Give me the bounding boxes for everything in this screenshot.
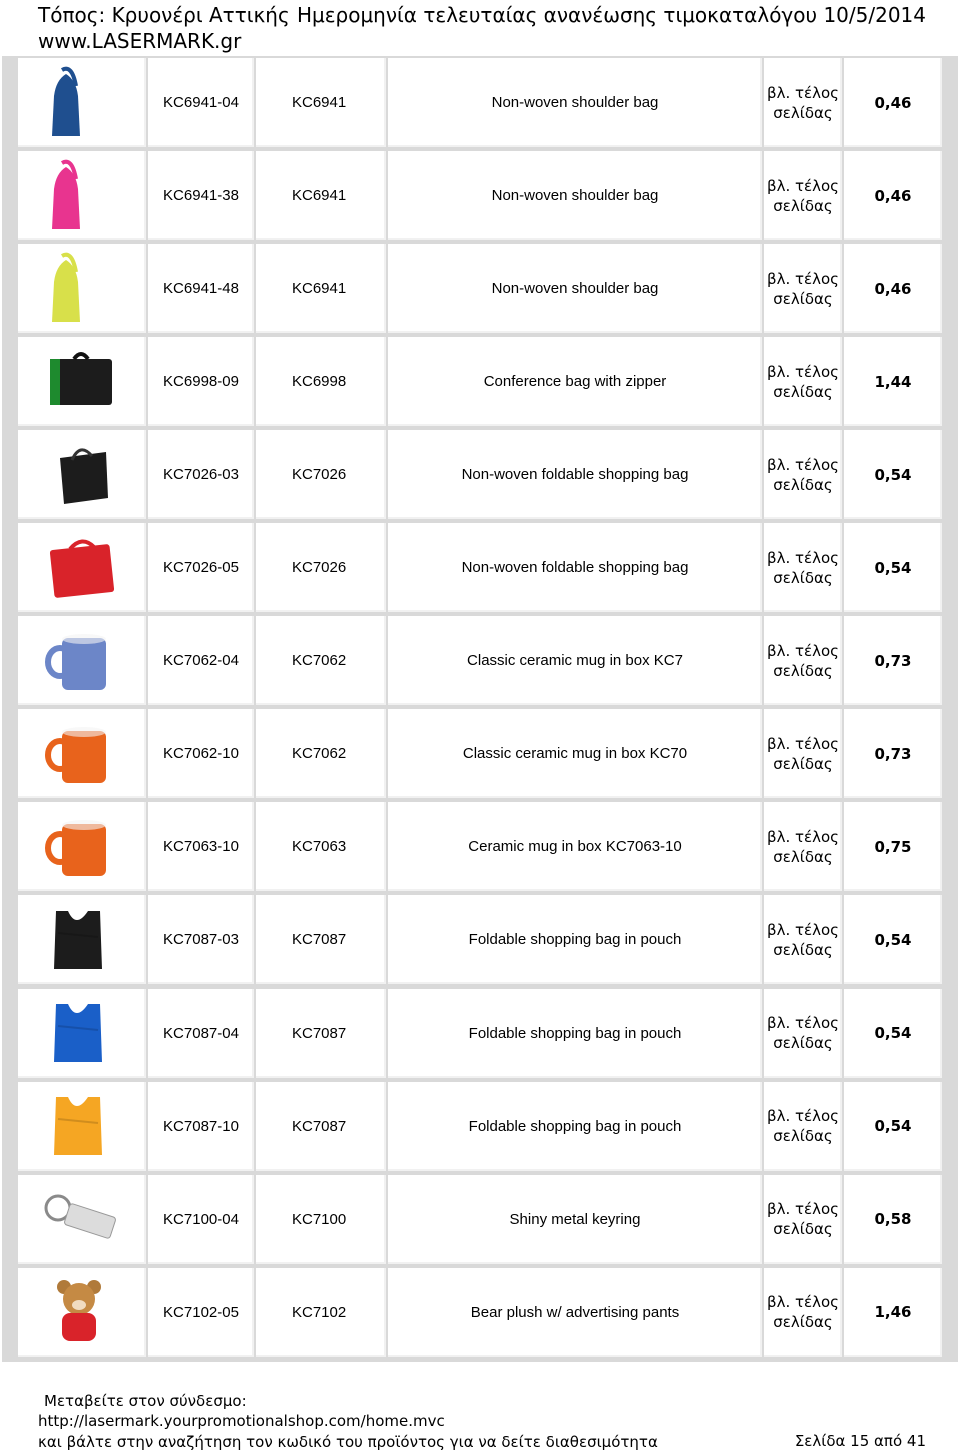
goto-text: Μεταβείτε στον σύνδεσμο: bbox=[44, 1392, 247, 1410]
table-row bbox=[2, 521, 958, 614]
product-model: KC7100 bbox=[256, 1175, 386, 1264]
price-note bbox=[764, 709, 842, 798]
price-note-line1: βλ. τέλος bbox=[767, 734, 839, 753]
price-note-line2: σελίδας bbox=[773, 289, 833, 308]
price-note bbox=[764, 337, 842, 426]
product-price: 0,54 bbox=[844, 523, 942, 612]
table-row bbox=[2, 800, 958, 893]
product-image bbox=[18, 151, 146, 240]
product-image bbox=[18, 1175, 146, 1264]
product-price: 0,54 bbox=[844, 1082, 942, 1171]
price-note bbox=[764, 430, 842, 519]
product-model: KC7087 bbox=[256, 1082, 386, 1171]
price-note-line2: σελίδας bbox=[773, 103, 833, 122]
price-note bbox=[764, 1175, 842, 1264]
price-note-line2: σελίδας bbox=[773, 196, 833, 215]
product-image bbox=[18, 1268, 146, 1357]
price-note bbox=[764, 895, 842, 984]
product-price: 0,46 bbox=[844, 151, 942, 240]
bag-yellow-icon bbox=[36, 252, 126, 326]
product-model: KC7062 bbox=[256, 709, 386, 798]
search-hint-text: και βάλτε στην αναζήτηση τον κωδικό του προϊόντος για να δείτε διαθεσιμότητα bbox=[38, 1433, 658, 1451]
price-note bbox=[764, 523, 842, 612]
price-note bbox=[764, 1268, 842, 1357]
price-note-line1: βλ. τέλος bbox=[767, 1293, 839, 1312]
product-model: KC7063 bbox=[256, 802, 386, 891]
product-description: Shiny metal keyring bbox=[388, 1175, 762, 1264]
price-note bbox=[764, 1082, 842, 1171]
table-row bbox=[2, 335, 958, 428]
product-code: KC7063-10 bbox=[148, 802, 254, 891]
product-model: KC7102 bbox=[256, 1268, 386, 1357]
product-code: KC6941-48 bbox=[148, 244, 254, 333]
price-note bbox=[764, 989, 842, 1078]
price-note-line2: σελίδας bbox=[773, 1220, 833, 1239]
product-description: Non-woven foldable shopping bag bbox=[388, 523, 762, 612]
product-model: KC6941 bbox=[256, 151, 386, 240]
price-note-line1: βλ. τέλος bbox=[767, 269, 839, 288]
teddy-bear-icon bbox=[36, 1275, 126, 1349]
price-note-line1: βλ. τέλος bbox=[767, 1200, 839, 1219]
price-note-line2: σελίδας bbox=[773, 661, 833, 680]
product-description: Conference bag with zipper bbox=[388, 337, 762, 426]
foldable-bag-orange-icon bbox=[36, 1089, 126, 1163]
price-note-line2: σελίδας bbox=[773, 1313, 833, 1332]
page-number: Σελίδα 15 από 41 bbox=[794, 1432, 926, 1450]
foldable-bag-black-icon bbox=[36, 903, 126, 977]
price-note-line2: σελίδας bbox=[773, 382, 833, 401]
product-image bbox=[18, 709, 146, 798]
product-model: KC7087 bbox=[256, 989, 386, 1078]
product-code: KC7100-04 bbox=[148, 1175, 254, 1264]
product-code: KC7026-05 bbox=[148, 523, 254, 612]
product-description: Non-woven foldable shopping bag bbox=[388, 430, 762, 519]
product-code: KC7087-03 bbox=[148, 895, 254, 984]
product-price: 1,46 bbox=[844, 1268, 942, 1357]
product-code: KC7026-03 bbox=[148, 430, 254, 519]
product-price: 0,46 bbox=[844, 244, 942, 333]
product-model: KC6941 bbox=[256, 58, 386, 147]
table-row bbox=[2, 1173, 958, 1266]
product-description: Classic ceramic mug in box KC7 bbox=[388, 616, 762, 705]
product-description: Non-woven shoulder bag bbox=[388, 244, 762, 333]
table-row bbox=[2, 707, 958, 800]
bag-pink-icon bbox=[36, 159, 126, 233]
product-price: 0,58 bbox=[844, 1175, 942, 1264]
product-model: KC7026 bbox=[256, 523, 386, 612]
product-image bbox=[18, 58, 146, 147]
mug-orange-tall-icon bbox=[36, 810, 126, 884]
price-note bbox=[764, 244, 842, 333]
product-code: KC6998-09 bbox=[148, 337, 254, 426]
keyring-icon bbox=[36, 1182, 126, 1256]
product-price: 0,54 bbox=[844, 430, 942, 519]
price-note bbox=[764, 151, 842, 240]
product-image bbox=[18, 895, 146, 984]
product-model: KC7087 bbox=[256, 895, 386, 984]
page-footer bbox=[0, 1390, 960, 1454]
product-price: 0,46 bbox=[844, 58, 942, 147]
price-note bbox=[764, 616, 842, 705]
price-note-line1: βλ. τέλος bbox=[767, 1014, 839, 1032]
product-image bbox=[18, 430, 146, 519]
price-note-line2: σελίδας bbox=[773, 568, 833, 587]
price-note-line1: βλ. τέλος bbox=[767, 641, 839, 660]
table-row bbox=[2, 1080, 958, 1173]
foldable-bag-blue-icon bbox=[36, 996, 126, 1070]
product-image bbox=[18, 244, 146, 333]
location-text: Τόπος: Κρυονέρι Αττικής bbox=[38, 3, 290, 27]
price-note-line1: βλ. τέλος bbox=[767, 548, 839, 567]
product-price: 0,75 bbox=[844, 802, 942, 891]
product-code: KC6941-38 bbox=[148, 151, 254, 240]
table-row bbox=[2, 149, 958, 242]
product-image bbox=[18, 523, 146, 612]
table-row bbox=[2, 893, 958, 986]
product-description: Classic ceramic mug in box KC70 bbox=[388, 709, 762, 798]
update-date-text: Ημερομηνία τελευταίας ανανέωσης τιμοκαταλόγου 10/5/2014 bbox=[296, 3, 926, 27]
product-code: KC7087-10 bbox=[148, 1082, 254, 1171]
product-description: Foldable shopping bag in pouch bbox=[388, 1082, 762, 1171]
price-note-line2: σελίδας bbox=[773, 940, 833, 959]
product-code: KC6941-04 bbox=[148, 58, 254, 147]
product-description: Foldable shopping bag in pouch bbox=[388, 895, 762, 984]
product-code: KC7102-05 bbox=[148, 1268, 254, 1357]
table-row bbox=[2, 242, 958, 335]
product-price: 0,54 bbox=[844, 989, 942, 1078]
price-note bbox=[764, 58, 842, 147]
bag-blue-icon bbox=[36, 66, 126, 140]
shop-link[interactable]: http://lasermark.yourpromotionalshop.com/home.mvc bbox=[38, 1412, 445, 1430]
price-note-line2: σελίδας bbox=[773, 475, 833, 494]
product-price: 0,73 bbox=[844, 616, 942, 705]
product-description: Foldable shopping bag in pouch bbox=[388, 989, 762, 1078]
price-note-line1: βλ. τέλος bbox=[767, 455, 839, 474]
product-image bbox=[18, 802, 146, 891]
product-price: 0,73 bbox=[844, 709, 942, 798]
price-note-line1: βλ. τέλος bbox=[767, 83, 839, 102]
product-code: KC7062-10 bbox=[148, 709, 254, 798]
product-image bbox=[18, 337, 146, 426]
product-price: 1,44 bbox=[844, 337, 942, 426]
product-model: KC6941 bbox=[256, 244, 386, 333]
price-note-line1: βλ. τέλος bbox=[767, 362, 839, 381]
price-note-line1: βλ. τέλος bbox=[767, 1107, 839, 1126]
product-description: Non-woven shoulder bag bbox=[388, 58, 762, 147]
price-note-line1: βλ. τέλος bbox=[767, 176, 839, 195]
table-row bbox=[2, 1266, 958, 1359]
table-row bbox=[2, 614, 958, 707]
price-note-line2: σελίδας bbox=[773, 754, 833, 773]
product-description: Bear plush w/ advertising pants bbox=[388, 1268, 762, 1357]
product-model: KC7026 bbox=[256, 430, 386, 519]
shopping-bag-red-icon bbox=[36, 531, 126, 605]
price-note-line1: βλ. τέλος bbox=[767, 920, 839, 939]
product-description: Non-woven shoulder bag bbox=[388, 151, 762, 240]
mug-blue-icon bbox=[36, 624, 126, 698]
product-model: KC7062 bbox=[256, 616, 386, 705]
table-row bbox=[2, 56, 958, 149]
price-note-line2: σελίδας bbox=[773, 847, 833, 866]
price-note-line2: σελίδας bbox=[773, 1034, 833, 1052]
table-row bbox=[2, 987, 958, 1080]
product-code: KC7062-04 bbox=[148, 616, 254, 705]
price-note bbox=[764, 802, 842, 891]
table-row bbox=[2, 428, 958, 521]
site-text: www.LASERMARK.gr bbox=[38, 29, 242, 53]
product-table bbox=[2, 56, 958, 1362]
product-code: KC7087-04 bbox=[148, 989, 254, 1078]
mug-orange-icon bbox=[36, 717, 126, 791]
product-model: KC6998 bbox=[256, 337, 386, 426]
product-price: 0,54 bbox=[844, 895, 942, 984]
product-image bbox=[18, 1082, 146, 1171]
price-note-line2: σελίδας bbox=[773, 1127, 833, 1146]
price-note-line1: βλ. τέλος bbox=[767, 827, 839, 846]
shopping-bag-black-icon bbox=[36, 438, 126, 512]
product-description: Ceramic mug in box KC7063-10 bbox=[388, 802, 762, 891]
page-header bbox=[0, 0, 960, 56]
conference-bag-icon bbox=[36, 345, 126, 419]
product-image bbox=[18, 616, 146, 705]
product-image bbox=[18, 989, 146, 1078]
